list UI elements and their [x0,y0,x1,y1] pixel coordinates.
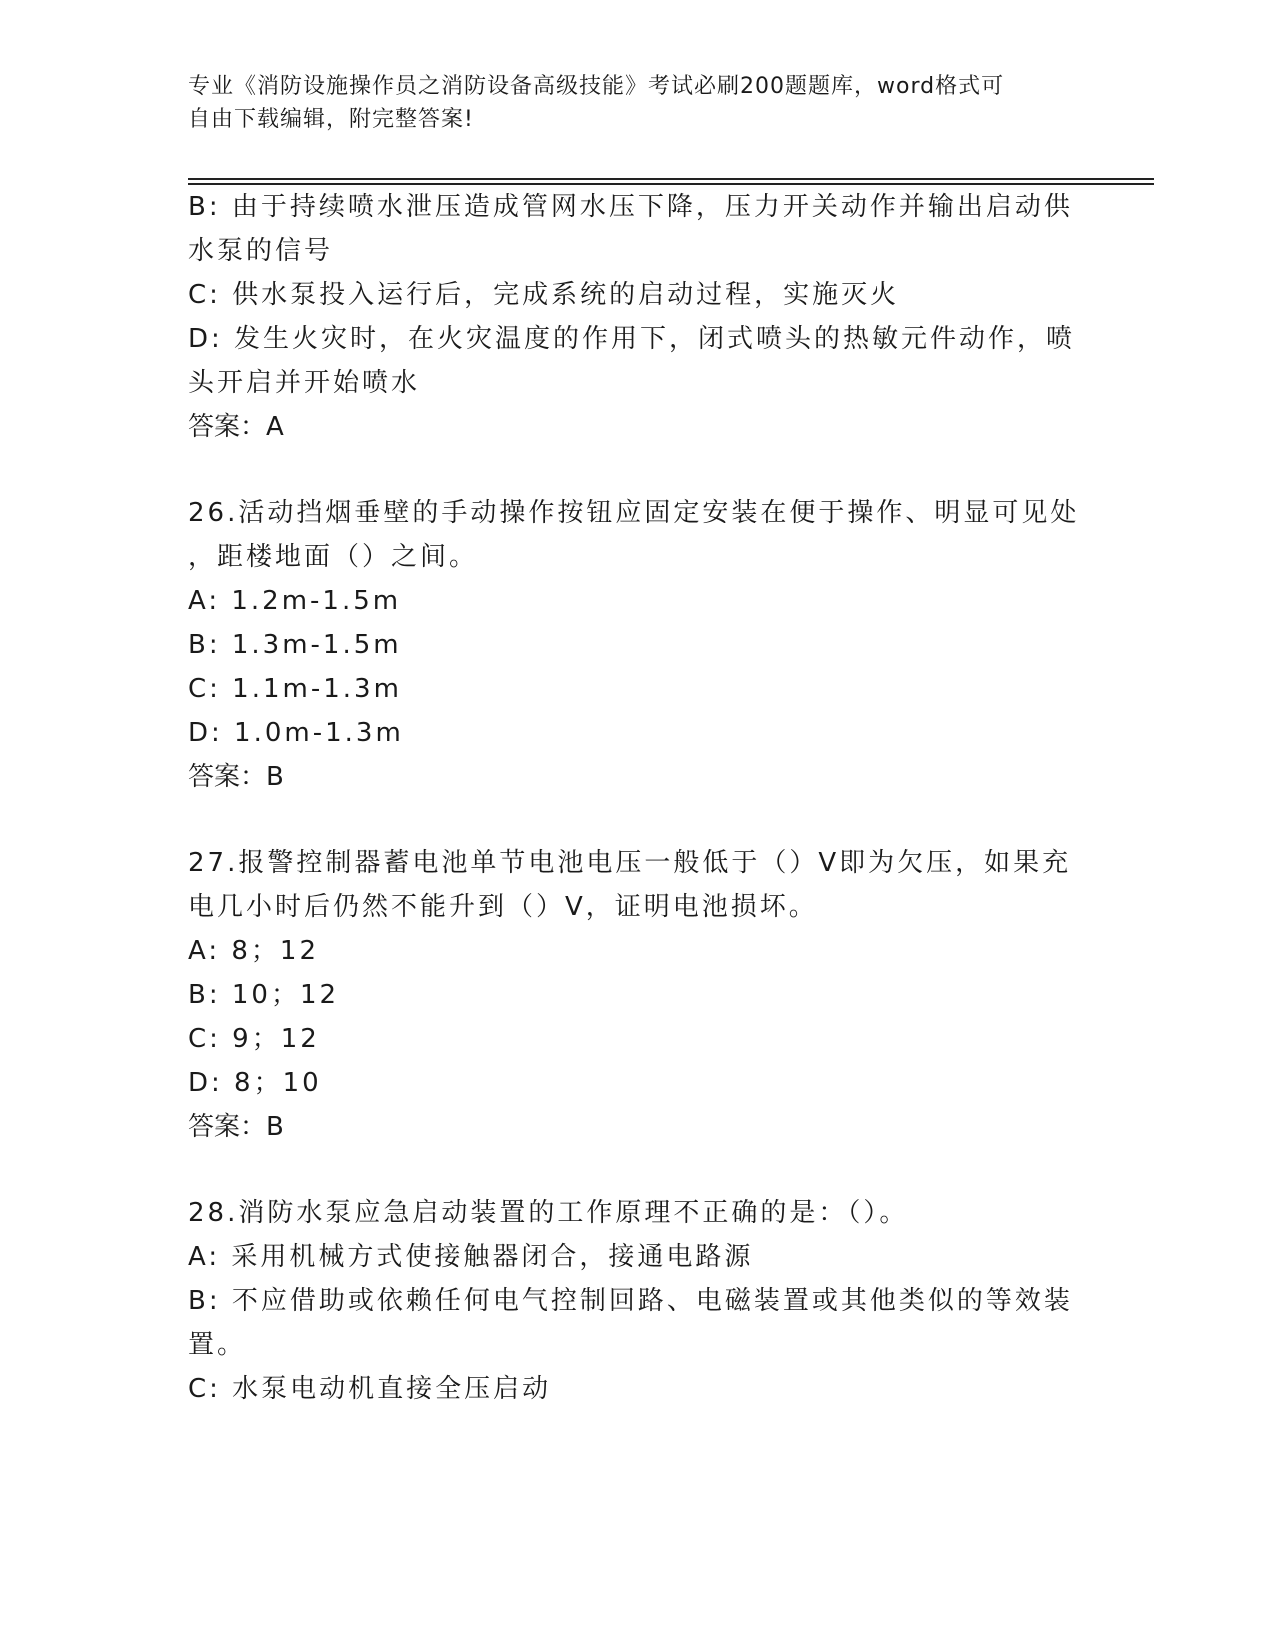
q26-answer: 答案：B [188,762,284,792]
q26-stem-line-1: 26.活动挡烟垂壁的手动操作按钮应固定安装在便于操作、明显可见处 [188,498,1080,528]
q27-option-c: C: 9；12 [188,1024,320,1054]
q26-option-d: D: 1.0m-1.3m [188,718,404,748]
q28-option-a: A: 采用机械方式使接触器闭合，接通电路源 [188,1242,754,1272]
q27-answer: 答案：B [188,1112,284,1142]
q27-stem-line-1: 27.报警控制器蓄电池单节电池电压一般低于（）V即为欠压，如果充 [188,848,1072,878]
document-header [188,70,1088,136]
q26-stem-line-2: ，距楼地面（）之间。 [188,542,479,572]
q27-option-d: D: 8；10 [188,1068,322,1098]
q25-option-d-line-2: 头开启并开始喷水 [188,368,421,398]
q28-option-b-line-1: B: 不应借助或依赖任何电气控制回路、电磁装置或其他类似的等效装 [188,1286,1073,1316]
q25-option-d-line-1: D: 发生火灾时，在火灾温度的作用下，闭式喷头的热敏元件动作，喷 [188,324,1076,354]
q25-option-b-line-1: B: 由于持续喷水泄压造成管网水压下降，压力开关动作并输出启动供 [188,192,1073,222]
q26-option-a: A: 1.2m-1.5m [188,586,402,616]
q27-stem-line-2: 电几小时后仍然不能升到（）V，证明电池损坏。 [188,892,818,922]
q25-answer: 答案：A [188,412,284,442]
header-divider-top [188,178,1154,180]
q28-stem: 28.消防水泵应急启动装置的工作原理不正确的是：（）。 [188,1198,909,1228]
q28-option-c: C: 水泵电动机直接全压启动 [188,1374,552,1404]
q28-option-b-line-2: 置。 [188,1330,247,1360]
q27-option-a: A: 8；12 [188,936,319,966]
q26-option-b: B: 1.3m-1.5m [188,630,402,660]
q25-option-c: C: 供水泵投入运行后，完成系统的启动过程，实施灭火 [188,280,900,310]
q26-option-c: C: 1.1m-1.3m [188,674,402,704]
header-line-2: 自由下载编辑，附完整答案! [188,107,474,132]
q25-option-b-line-2: 水泵的信号 [188,236,334,266]
header-line-1: 专业《消防设施操作员之消防设备高级技能》考试必刷200题题库，word格式可 [188,74,1005,99]
header-divider-bottom [188,183,1154,185]
q27-option-b: B: 10；12 [188,980,340,1010]
